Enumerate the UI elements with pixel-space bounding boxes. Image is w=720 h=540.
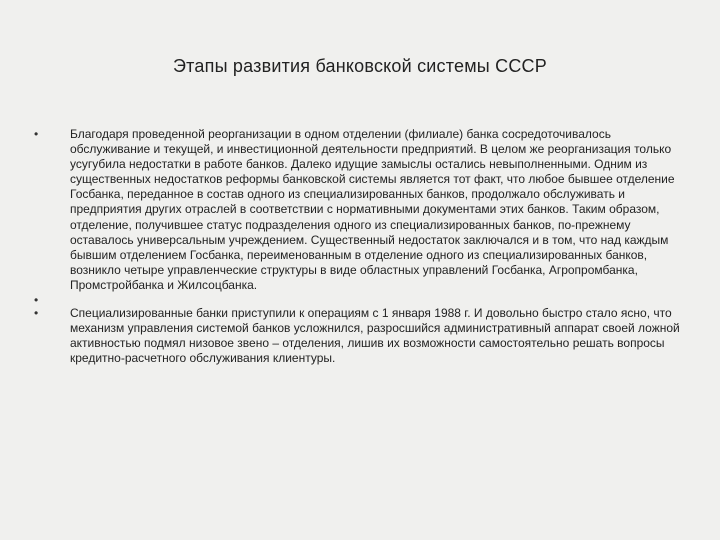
bullet-text: Специализированные банки приступили к операциям с 1 января 1988 г. И довольно быстро стало ясно, что механизм управления системой банков усложнился, разросшийся административный аппарат своей ложной активностью подмял низовое звено – отделения, лишив их возможности самостоятельно решать вопросы кредитно-расчетного обслуживания клиентуры. — [70, 306, 680, 366]
bullet-list — [30, 127, 690, 366]
bullet-marker: • — [34, 127, 39, 141]
bullet-text: Благодаря проведенной реорганизации в одном отделении (филиале) банка сосредоточивалось обслуживание и текущей, и инвестиционной деятельности предприятий. В целом же реорганизация только усугубила недостатки в работе банков. Далеко идущие замыслы остались невыполненными. Одним из существенных недостатков реформы банковской системы является тот факт, что любое бывшее отделение Госбанка, переданное в состав одного из специализированных банков, продолжало обслуживать и предприятия других отраслей в соответствии с нормативными документами этих банков. Таким образом, отделение, получившее статус подразделения одного из специализированных банков, по-прежнему оставалось универсальным учреждением. Существенный недостаток заключался и в том, что над каждым бывшим отделением Госбанка, переименованным в отделение одного из специализированных банков, возникло четыре управленческие структуры в виде областных управлений Госбанка, Агропромбанка, Промстройбанка и Жилсоцбанка. — [70, 127, 675, 292]
bullet-marker: • — [34, 293, 39, 308]
slide-title: Этапы развития банковской системы СССР — [173, 56, 547, 76]
bullet-item-3 — [30, 306, 690, 366]
bullet-marker: • — [34, 306, 39, 321]
bullet-item-1 — [30, 127, 690, 293]
bullet-item-2 — [30, 293, 690, 306]
